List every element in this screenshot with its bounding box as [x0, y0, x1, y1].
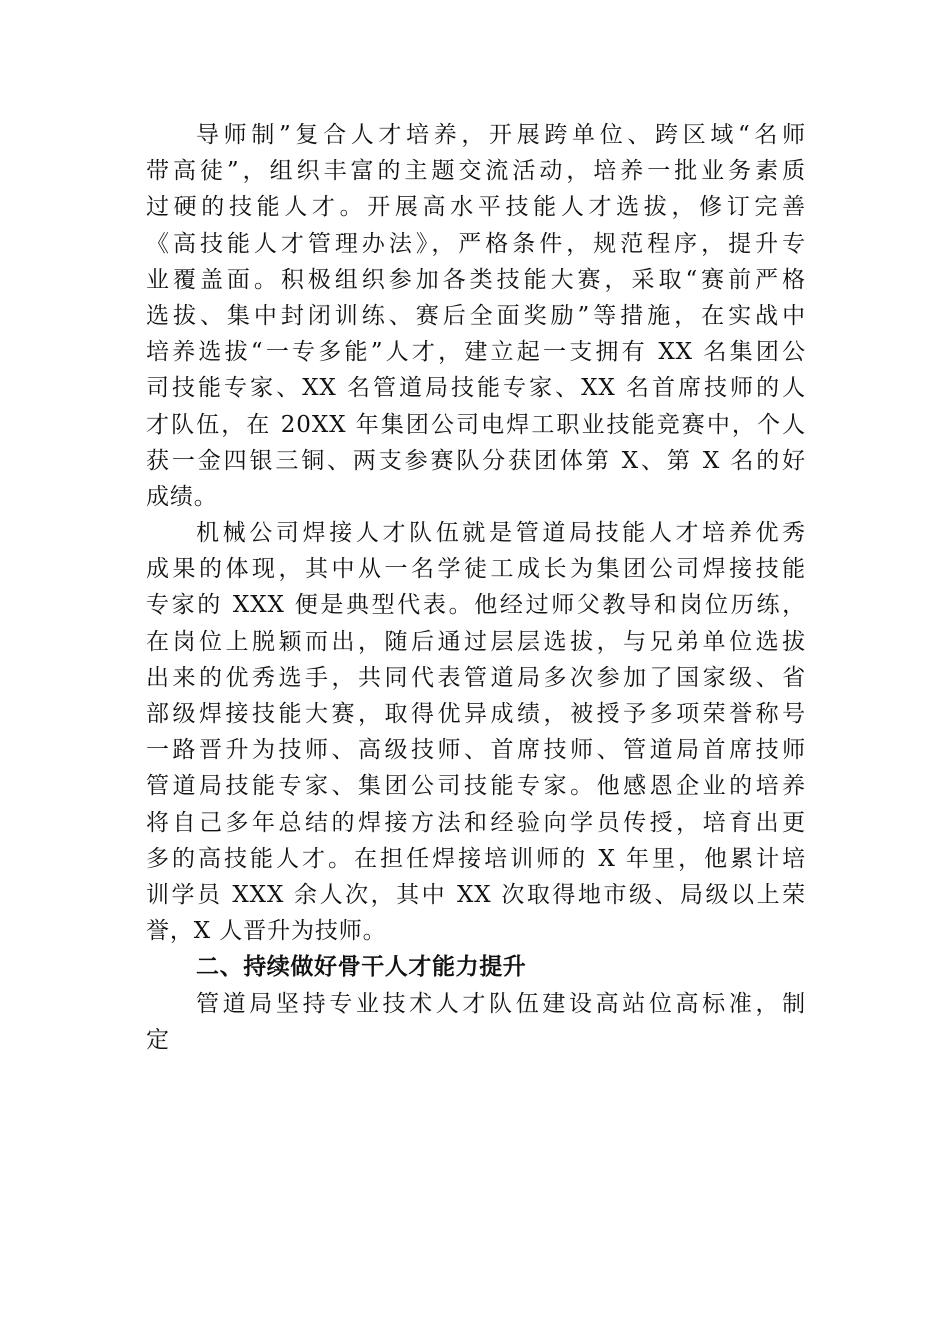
text-line: 出来的优秀选手，共同代表管道局多次参加了国家级、省 [146, 664, 806, 691]
text-line: 专家的 XXX 便是典型代表。他经过师父教导和岗位历练， [146, 592, 806, 619]
text-line: 誉，X 人晋升为技师。 [146, 918, 387, 945]
text-line: 在岗位上脱颖而出，随后通过层层选拔，与兄弟单位选拔 [146, 628, 806, 655]
text-line: 司技能专家、XX 名管道局技能专家、XX 名首席技师的人 [146, 375, 806, 402]
text-line: 获一金四银三铜、两支参赛队分获团体第 X、第 X 名的好 [146, 447, 806, 474]
text-line: 一路晋升为技师、高级技师、首席技师、管道局首席技师 [146, 737, 806, 764]
text-line: 选拔、集中封闭训练、赛后全面奖励”等措施，在实战中 [146, 302, 806, 329]
text-line: 机械公司焊接人才队伍就是管道局技能人才培养优秀 [196, 520, 806, 547]
text-line: 训学员 XXX 余人次，其中 XX 次取得地市级、局级以上荣 [146, 881, 806, 908]
text-line: 管道局技能专家、集团公司技能专家。他感恩企业的培养 [146, 773, 806, 800]
text-line: 将自己多年总结的焊接方法和经验向学员传授，培育出更 [146, 809, 806, 836]
text-line: 过硬的技能人才。开展高水平技能人才选拔，修订完善 [146, 194, 806, 221]
document-body [146, 117, 806, 1058]
text-line: 成果的体现，其中从一名学徒工成长为集团公司焊接技能 [146, 556, 806, 583]
text-line: 定 [146, 1026, 170, 1053]
paragraph-talent-training [146, 117, 806, 515]
text-line: 业覆盖面。积极组织参加各类技能大赛，采取“赛前严格 [146, 266, 806, 293]
paragraph-welding-team [146, 515, 806, 949]
text-line: 管道局坚持专业技术人才队伍建设高站位高标准，制 [196, 990, 806, 1017]
text-line: 《高技能人才管理办法》，严格条件，规范程序，提升专 [146, 230, 806, 257]
paragraph-professional-talent [146, 986, 806, 1058]
text-line: 培养选拔“一专多能”人才，建立起一支拥有 XX 名集团公 [146, 339, 806, 366]
text-line: 导师制”复合人才培养，开展跨单位、跨区域“名师 [196, 122, 806, 148]
section-heading: 二、持续做好骨干人才能力提升 [196, 954, 527, 981]
text-line: 多的高技能人才。在担任焊接培训师的 X 年里，他累计培 [146, 845, 806, 872]
text-line: 带高徒”，组织丰富的主题交流活动，培养一批业务素质 [146, 158, 806, 185]
text-line: 部级焊接技能大赛，取得优异成绩，被授予多项荣誉称号 [146, 701, 806, 727]
text-line: 成绩。 [146, 483, 218, 510]
text-line: 才队伍，在 20XX 年集团公司电焊工职业技能竞赛中，个人 [146, 411, 806, 438]
